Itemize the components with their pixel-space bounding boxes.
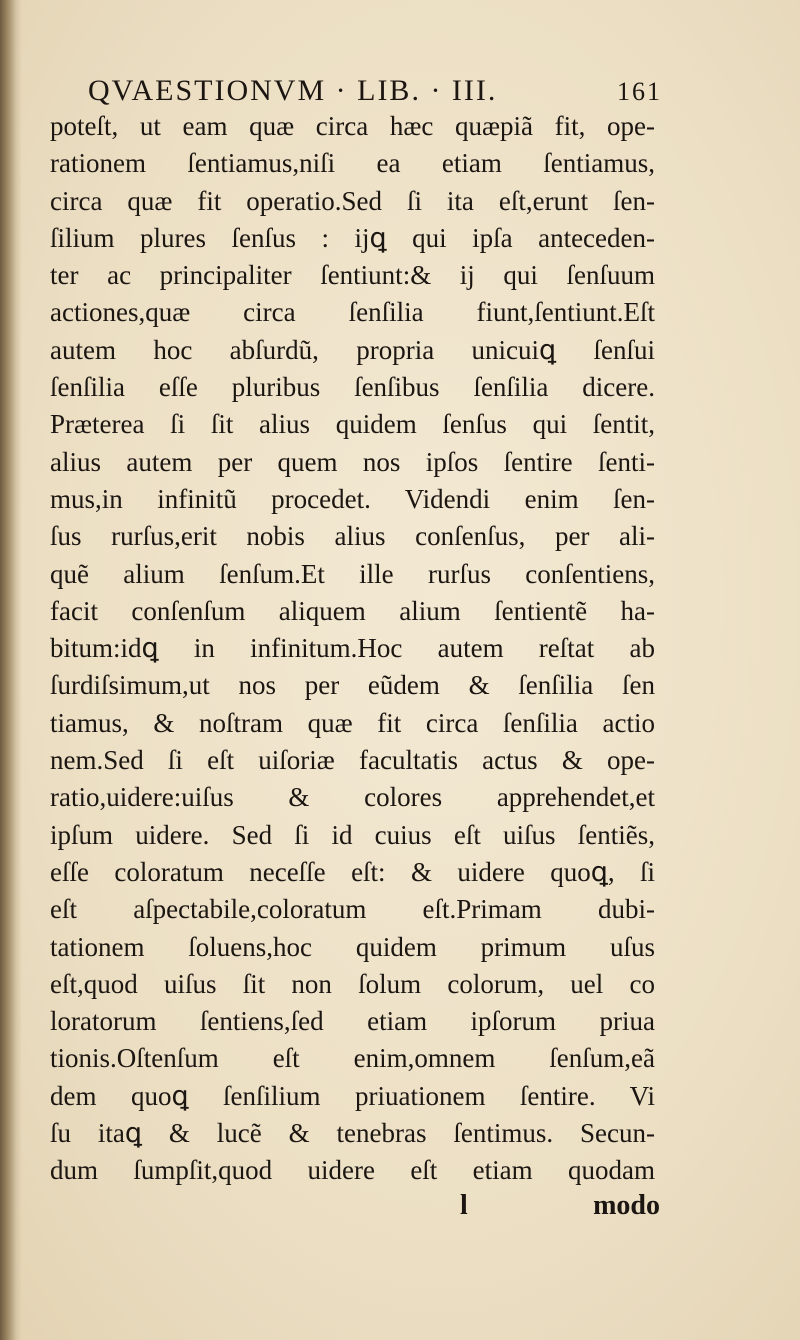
text-line: ſenſilia eſſe pluribus ſenſibus ſenſilia dicere. — [50, 372, 655, 403]
text-line: ter ac principaliter ſentiunt:& ij qui ſenſuum — [50, 260, 655, 291]
text-line: mus,in infinitũ procedet. Videndi enim ſen- — [50, 483, 655, 514]
text-line: actiones,quæ circa ſenſilia fiunt,ſentiunt.Eſt — [50, 297, 655, 328]
text-line: Præterea ſi ſit alius quidem ſenſus qui ſentit, — [50, 409, 655, 440]
text-line: rationem ſentiamus,niſi ea etiam ſentiamus, — [50, 148, 655, 179]
text-line: eſt aſpectabile,coloratum eſt.Primam dubi- — [50, 894, 655, 925]
text-line: tiamus, & noſtram quæ fit circa ſenſilia actio — [50, 707, 655, 738]
signature-mark: l — [460, 1190, 468, 1221]
text-line: nem.Sed ſi eſt uiſoriæ facultatis actus & ope- — [50, 745, 655, 776]
running-head-title: QVAESTIONVM · LIB. · III. — [88, 74, 498, 107]
text-line: ſurdiſsimum,ut nos per eũdem & ſenſilia ſen — [50, 670, 655, 701]
binding-shadow — [0, 0, 22, 1340]
text-line: ſu itaꝗ & lucẽ & tenebras ſentimus. Secun- — [50, 1118, 655, 1149]
text-line: bitum:idꝗ in infinitum.Hoc autem reſtat ab — [50, 633, 655, 664]
text-line: alius autem per quem nos ipſos ſentire ſenti- — [50, 446, 655, 477]
text-line: eſt,quod uiſus ſit non ſolum colorum, uel co — [50, 968, 655, 999]
text-line: autem hoc abſurdũ, propria unicuiꝗ ſenſui — [50, 334, 655, 365]
text-line: ſilium plures ſenſus : ijꝗ qui ipſa anteceden- — [50, 222, 655, 253]
page-footer — [460, 1190, 660, 1230]
text-line: ratio,uidere:uiſus & colores apprehendet,et — [50, 782, 655, 813]
catchword: modo — [593, 1190, 660, 1221]
text-line: loratorum ſentiens,ſed etiam ipſorum priua — [50, 1006, 655, 1037]
text-line: circa quæ fit operatio.Sed ſi ita eſt,erunt ſen- — [50, 185, 655, 216]
page-number: 161 — [617, 77, 662, 106]
text-line: tationem ſoluens,hoc quidem primum uſus — [50, 931, 655, 962]
text-line: eſſe coloratum neceſſe eſt: & uidere quoꝗ, ſi — [50, 856, 655, 887]
text-line: dem quoꝗ ſenſilium priuationem ſentire. Vi — [50, 1080, 655, 1111]
text-line: poteſt, ut eam quæ circa hæc quæpiã fit, ope- — [50, 111, 655, 141]
text-line: facit conſenſum aliquem alium ſentientẽ ha- — [50, 595, 655, 626]
text-block — [50, 108, 655, 1190]
text-line: tionis.Oſtenſum eſt enim,omnem ſenſum,eã — [50, 1043, 655, 1074]
text-line: ſus rurſus,erit nobis alius conſenſus, per ali- — [50, 521, 655, 552]
text-line: ipſum uidere. Sed ſi id cuius eſt uiſus ſentiẽs, — [50, 819, 655, 850]
text-line: quẽ alium ſenſum.Et ille rurſus conſentiens, — [50, 558, 655, 589]
text-line: dum ſumpſit,quod uidere eſt etiam quodam — [50, 1155, 655, 1186]
